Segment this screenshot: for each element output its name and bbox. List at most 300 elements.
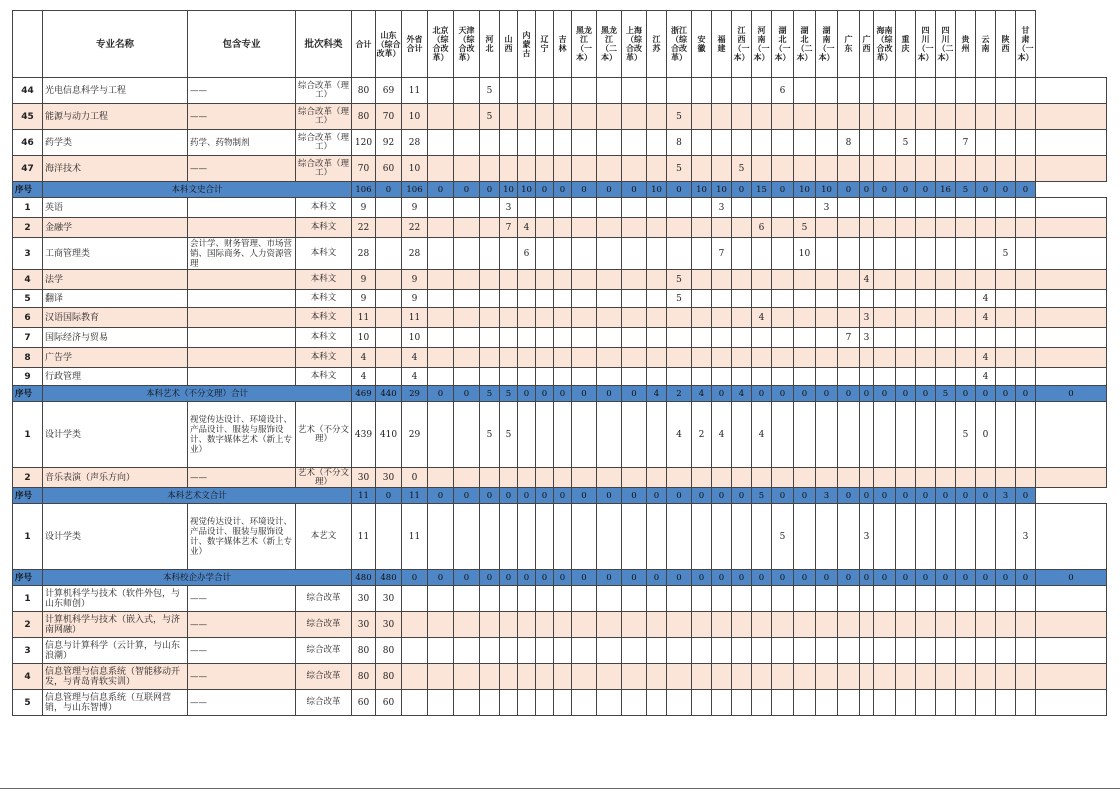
quota-value	[647, 290, 667, 308]
column-header-line: 合计	[355, 38, 372, 49]
quota-value	[936, 348, 956, 368]
quota-value	[916, 130, 936, 156]
quota-value	[647, 218, 667, 238]
quota-value	[956, 238, 976, 270]
quota-value	[500, 290, 518, 308]
major-name: 计算机科学与技术（嵌入式，与济南网融）	[43, 612, 188, 638]
quota-value: 6	[772, 78, 794, 104]
quota-value	[518, 270, 536, 290]
major-name: 信息与计算科学（云计算，与山东浪潮）	[43, 638, 188, 664]
quota-value	[816, 504, 838, 570]
subtotal-value: 4	[732, 386, 752, 402]
quota-value	[732, 664, 752, 690]
quota-value	[712, 328, 732, 348]
quota-value	[712, 586, 732, 612]
quota-value	[622, 156, 647, 182]
quota-value	[692, 308, 712, 328]
quota-value	[480, 638, 500, 664]
quota-value	[622, 690, 647, 716]
row-index: 4	[13, 664, 43, 690]
quota-value: 11	[402, 504, 428, 570]
included-majors: ——	[188, 104, 296, 130]
column-header-line: 江	[605, 34, 613, 44]
quota-value	[896, 104, 916, 130]
quota-value	[976, 130, 996, 156]
quota-value	[376, 328, 402, 348]
quota-value	[480, 612, 500, 638]
subtotal-row	[13, 570, 1107, 586]
quota-value	[402, 690, 428, 716]
quota-value	[554, 402, 572, 468]
quota-value	[554, 198, 572, 218]
quota-value	[712, 130, 732, 156]
quota-value	[838, 664, 860, 690]
quota-value	[752, 348, 772, 368]
subtotal-value: 0	[772, 182, 794, 198]
quota-value	[622, 270, 647, 290]
subtotal-value: 0	[554, 570, 572, 586]
included-majors	[188, 290, 296, 308]
quota-value	[732, 690, 752, 716]
column-header	[860, 11, 874, 78]
column-header-line: 南	[822, 34, 831, 44]
subtotal-value: 0	[667, 182, 692, 198]
quota-value	[692, 198, 712, 218]
quota-value: 70	[376, 104, 402, 130]
quota-value	[956, 270, 976, 290]
column-header-line: （综	[458, 34, 475, 44]
quota-value	[996, 638, 1016, 664]
quota-value	[794, 504, 816, 570]
subtotal-value: 0	[860, 488, 874, 504]
column-header-line: 合计	[406, 43, 423, 53]
quota-value	[794, 290, 816, 308]
quota-value	[622, 638, 647, 664]
quota-value: 28	[352, 238, 376, 270]
quota-value	[772, 270, 794, 290]
quota-value	[622, 468, 647, 488]
subtotal-value: 0	[1016, 570, 1036, 586]
row-index: 3	[13, 238, 43, 270]
batch-category: 综合改革	[296, 664, 352, 690]
column-header-line: （一	[917, 43, 934, 53]
quota-value	[936, 290, 956, 308]
quota-value	[936, 270, 956, 290]
major-name: 设计学类	[43, 504, 188, 570]
quota-value	[794, 328, 816, 348]
quota-value	[996, 402, 1016, 468]
table-row	[13, 290, 1107, 308]
quota-value: 7	[838, 328, 860, 348]
row-index: 2	[13, 218, 43, 238]
quota-value	[622, 328, 647, 348]
quota-value	[896, 198, 916, 218]
subtotal-value: 0	[480, 182, 500, 198]
quota-value: 5	[500, 402, 518, 468]
quota-value	[572, 328, 597, 348]
quota-value	[480, 156, 500, 182]
quota-value	[667, 638, 692, 664]
quota-value	[692, 104, 712, 130]
quota-value	[772, 104, 794, 130]
batch-category: 本科文	[296, 348, 352, 368]
column-header-line: 本）	[1017, 52, 1034, 62]
quota-value	[454, 308, 480, 328]
quota-value	[896, 586, 916, 612]
quota-value	[1016, 130, 1036, 156]
quota-value	[518, 504, 536, 570]
quota-value	[874, 504, 896, 570]
column-header-line: 合改	[876, 43, 893, 53]
quota-value	[692, 290, 712, 308]
quota-value: 30	[352, 612, 376, 638]
quota-value	[816, 156, 838, 182]
quota-value	[860, 218, 874, 238]
subtotal-value: 10	[518, 182, 536, 198]
subtotal-value: 0	[518, 488, 536, 504]
quota-value	[1016, 156, 1036, 182]
column-header-line: 陕	[1001, 34, 1010, 44]
subtotal-value: 0	[976, 488, 996, 504]
subtotal-value: 0	[752, 386, 772, 402]
quota-value	[956, 78, 976, 104]
quota-value	[838, 402, 860, 468]
quota-value	[916, 612, 936, 638]
row-index: 9	[13, 368, 43, 386]
quota-value	[536, 308, 554, 328]
subtotal-value: 2	[667, 386, 692, 402]
quota-value	[896, 238, 916, 270]
subtotal-value: 0	[874, 182, 896, 198]
subtotal-value: 0	[996, 182, 1016, 198]
column-header-line: 州	[961, 43, 970, 53]
quota-value	[536, 368, 554, 386]
quota-value	[794, 468, 816, 488]
quota-value	[752, 290, 772, 308]
subtotal-value: 0	[860, 570, 874, 586]
included-majors	[188, 198, 296, 218]
column-header	[1016, 11, 1036, 78]
column-header	[976, 11, 996, 78]
quota-value	[712, 504, 732, 570]
quota-value	[794, 104, 816, 130]
quota-value	[500, 586, 518, 612]
subtotal-value: 0	[996, 386, 1016, 402]
quota-value	[572, 290, 597, 308]
quota-value	[428, 104, 454, 130]
quota-value	[1016, 218, 1036, 238]
subtotal-value: 0	[428, 570, 454, 586]
quota-value	[996, 78, 1016, 104]
quota-value	[794, 690, 816, 716]
quota-value	[838, 468, 860, 488]
quota-value	[896, 402, 916, 468]
quota-value: 5	[667, 156, 692, 182]
quota-value	[916, 270, 936, 290]
subtotal-value: 0	[838, 570, 860, 586]
quota-value	[647, 308, 667, 328]
quota-value	[647, 348, 667, 368]
column-header-line: （一	[576, 43, 592, 53]
quota-value	[376, 348, 402, 368]
quota-value	[454, 328, 480, 348]
quota-value	[500, 612, 518, 638]
column-header	[732, 11, 752, 78]
subtotal-title: 本科艺术文合计	[43, 488, 352, 504]
quota-value	[518, 308, 536, 328]
quota-value	[816, 270, 838, 290]
quota-value	[536, 78, 554, 104]
quota-value	[996, 348, 1016, 368]
quota-value	[772, 290, 794, 308]
quota-value	[976, 156, 996, 182]
quota-value	[376, 368, 402, 386]
subtotal-value: 0	[572, 488, 597, 504]
quota-value	[772, 348, 794, 368]
subtotal-value: 4	[647, 386, 667, 402]
subtotal-value: 0	[838, 182, 860, 198]
subtotal-value: 0	[536, 488, 554, 504]
quota-value: 5	[480, 104, 500, 130]
column-header-line: 合改	[458, 43, 475, 53]
quota-value	[1036, 218, 1107, 238]
quota-value	[518, 78, 536, 104]
quota-value	[597, 348, 622, 368]
row-index: 8	[13, 348, 43, 368]
quota-value: 0	[976, 402, 996, 468]
quota-value	[816, 402, 838, 468]
quota-value	[1016, 308, 1036, 328]
quota-value	[996, 270, 1016, 290]
column-header-line: 西	[737, 34, 746, 44]
quota-value	[597, 664, 622, 690]
quota-value: 4	[518, 218, 536, 238]
quota-value: 30	[376, 612, 402, 638]
quota-value: 6	[752, 218, 772, 238]
quota-value	[732, 612, 752, 638]
quota-value	[500, 468, 518, 488]
batch-category: 本艺文	[296, 504, 352, 570]
quota-value	[1016, 198, 1036, 218]
quota-value	[454, 156, 480, 182]
column-header	[956, 11, 976, 78]
quota-value	[976, 664, 996, 690]
quota-value: 11	[352, 504, 376, 570]
quota-value	[518, 348, 536, 368]
quota-value	[752, 690, 772, 716]
major-name: 海洋技术	[43, 156, 188, 182]
subtotal-value: 0	[572, 386, 597, 402]
included-majors: 视觉传达设计、环境设计、产品设计、服装与服饰设计、数字媒体艺术（新上专业）	[188, 402, 296, 468]
quota-value: 7	[712, 238, 732, 270]
quota-value	[772, 638, 794, 664]
quota-value	[916, 104, 936, 130]
quota-value	[838, 612, 860, 638]
quota-value: 3	[860, 328, 874, 348]
subtotal-value: 0	[732, 182, 752, 198]
quota-value	[956, 290, 976, 308]
quota-value	[752, 586, 772, 612]
quota-value	[554, 130, 572, 156]
quota-value	[838, 270, 860, 290]
quota-value: 80	[352, 638, 376, 664]
quota-value: 3	[712, 198, 732, 218]
quota-value	[732, 328, 752, 348]
subtotal-value: 0	[554, 182, 572, 198]
subtotal-value: 0	[454, 488, 480, 504]
quota-value	[597, 690, 622, 716]
quota-value	[572, 612, 597, 638]
column-header-line: 黑龙	[576, 25, 592, 35]
quota-value	[896, 638, 916, 664]
subtotal-value: 0	[428, 386, 454, 402]
table-body	[13, 78, 1107, 716]
included-majors: ——	[188, 664, 296, 690]
column-header-line: 本）	[733, 52, 750, 62]
quota-value	[428, 690, 454, 716]
row-index: 1	[13, 198, 43, 218]
quota-value	[794, 664, 816, 690]
table-row	[13, 638, 1107, 664]
quota-value	[480, 586, 500, 612]
quota-value	[518, 690, 536, 716]
quota-value	[712, 468, 732, 488]
column-header	[647, 11, 667, 78]
quota-value	[772, 130, 794, 156]
major-name: 国际经济与贸易	[43, 328, 188, 348]
quota-value	[916, 238, 936, 270]
quota-value	[428, 328, 454, 348]
subtotal-value: 11	[352, 488, 376, 504]
quota-value	[376, 218, 402, 238]
quota-value: 7	[956, 130, 976, 156]
quota-value	[518, 328, 536, 348]
quota-value	[376, 198, 402, 218]
quota-value	[428, 198, 454, 218]
quota-value	[518, 130, 536, 156]
subtotal-value: 11	[402, 488, 428, 504]
column-header	[667, 11, 692, 78]
quota-value	[838, 198, 860, 218]
quota-value	[860, 468, 874, 488]
subtotal-value: 0	[816, 570, 838, 586]
major-name: 行政管理	[43, 368, 188, 386]
quota-value	[500, 368, 518, 386]
quota-value	[1036, 402, 1107, 468]
quota-value	[860, 238, 874, 270]
subtotal-value: 0	[536, 386, 554, 402]
table-row	[13, 156, 1107, 182]
quota-value	[572, 368, 597, 386]
quota-value	[667, 690, 692, 716]
subtotal-value: 29	[402, 386, 428, 402]
quota-value	[667, 308, 692, 328]
quota-value	[712, 270, 732, 290]
quota-value	[647, 238, 667, 270]
quota-value: 22	[352, 218, 376, 238]
quota-value: 8	[838, 130, 860, 156]
quota-value	[794, 402, 816, 468]
column-header-line: （二	[601, 43, 617, 53]
quota-value	[732, 586, 752, 612]
quota-value	[667, 78, 692, 104]
subtotal-index-label: 序号	[13, 570, 43, 586]
subtotal-value: 0	[454, 570, 480, 586]
subtotal-value: 0	[772, 386, 794, 402]
quota-value	[712, 78, 732, 104]
column-header-line: 本）	[774, 52, 791, 62]
quota-value	[402, 612, 428, 638]
quota-value	[647, 156, 667, 182]
table-row	[13, 78, 1107, 104]
column-header-line: 合改	[626, 43, 642, 53]
quota-value	[597, 612, 622, 638]
quota-value	[480, 270, 500, 290]
quota-value	[1016, 368, 1036, 386]
quota-value	[936, 468, 956, 488]
column-header-line: 川	[921, 34, 930, 44]
quota-value	[500, 504, 518, 570]
quota-value	[428, 348, 454, 368]
quota-value	[667, 586, 692, 612]
quota-value	[936, 612, 956, 638]
quota-value	[916, 638, 936, 664]
quota-value	[896, 156, 916, 182]
quota-value: 439	[352, 402, 376, 468]
quota-value	[752, 130, 772, 156]
quota-value	[454, 690, 480, 716]
quota-value	[597, 308, 622, 328]
quota-value	[896, 308, 916, 328]
subtotal-value: 0	[402, 570, 428, 586]
quota-value	[816, 104, 838, 130]
quota-value	[518, 402, 536, 468]
quota-value	[480, 308, 500, 328]
quota-value: 10	[402, 104, 428, 130]
quota-value	[454, 238, 480, 270]
quota-value	[1036, 468, 1107, 488]
quota-value	[692, 586, 712, 612]
quota-value	[454, 368, 480, 386]
quota-value	[896, 690, 916, 716]
quota-value	[976, 328, 996, 348]
quota-value	[956, 348, 976, 368]
quota-value	[874, 78, 896, 104]
batch-category: 本科文	[296, 238, 352, 270]
column-header-line: 改革）	[376, 47, 401, 58]
quota-value	[874, 130, 896, 156]
quota-value: 6	[518, 238, 536, 270]
quota-value	[936, 238, 956, 270]
column-header-line: （综	[626, 34, 642, 44]
subtotal-value: 5	[956, 182, 976, 198]
quota-value	[454, 348, 480, 368]
quota-value	[936, 156, 956, 182]
quota-value	[1016, 328, 1036, 348]
quota-value	[554, 308, 572, 328]
subtotal-value: 0	[956, 386, 976, 402]
quota-value	[518, 664, 536, 690]
quota-value	[772, 402, 794, 468]
column-header-line: 广	[862, 34, 871, 44]
quota-value	[667, 612, 692, 638]
quota-value	[518, 612, 536, 638]
quota-value	[712, 638, 732, 664]
quota-value	[428, 218, 454, 238]
quota-value	[996, 218, 1016, 238]
quota-value	[622, 586, 647, 612]
column-header-line: 内	[522, 29, 531, 40]
